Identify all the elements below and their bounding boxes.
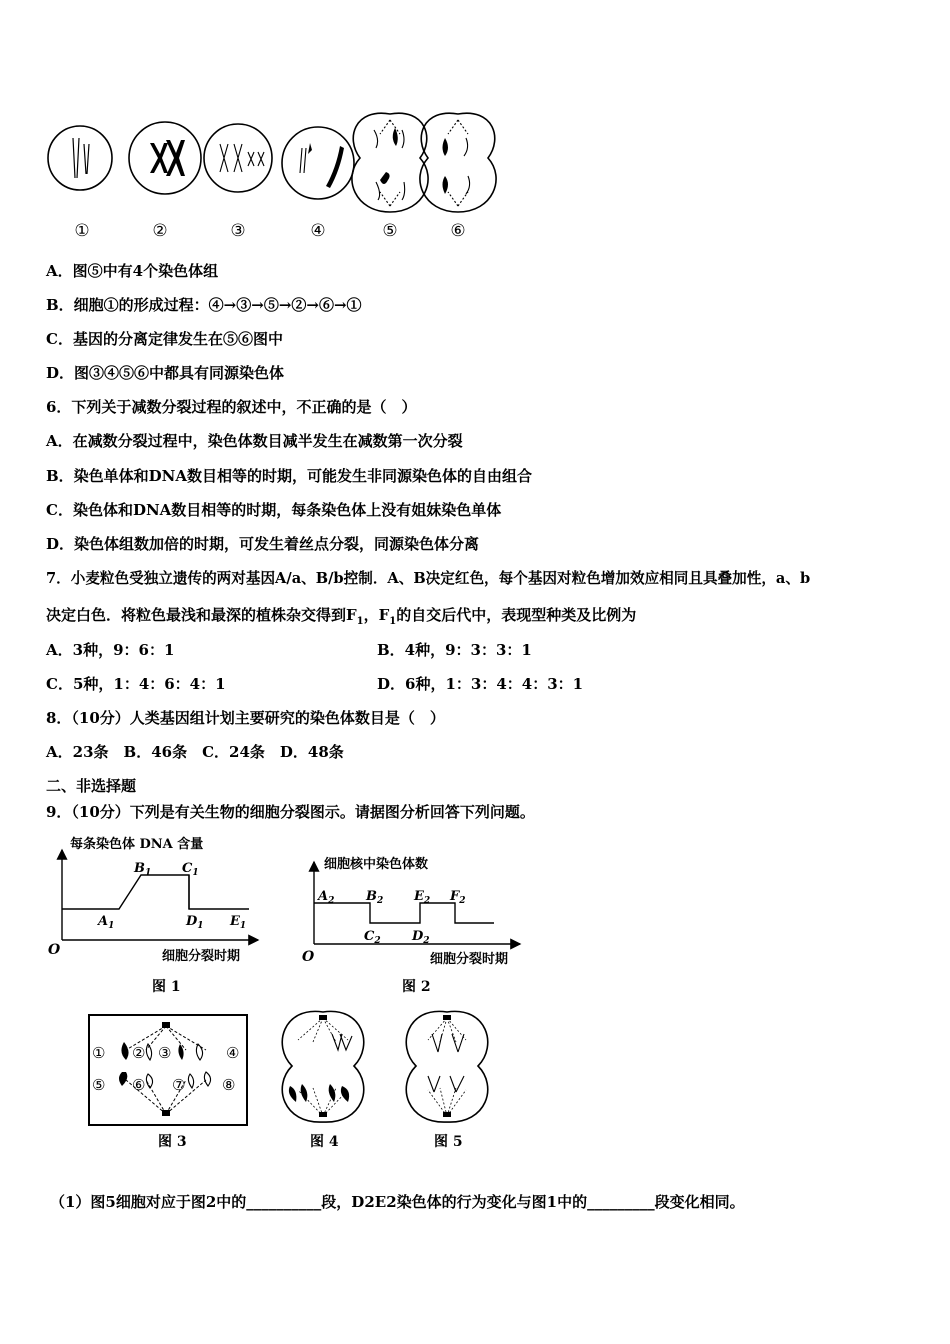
fig1-point-c: C [182,861,193,876]
svg-text:B2: $B_2$ [366,889,384,906]
svg-text:E2: $E_2$ [414,889,431,906]
q9-figure-4 [268,1006,378,1152]
fig3-num-1: ① [92,1044,106,1062]
cell-label-1: ① [74,221,90,241]
q8-stem: 8．（10分）人类基因组计划主要研究的染色体数目是（ ） [46,709,445,727]
fig1-caption: 图 1 [152,979,181,995]
fig5-caption: 图 5 [434,1134,463,1150]
fig2-xlabel: 细胞分裂时期 [430,952,509,967]
fig2-point-a: A [318,889,329,904]
fig3-num-7: ⑦ [172,1076,186,1094]
q6-option-c: C．染色体和DNA数目相等的时期，每条染色体上没有姐妹染色单体 [46,501,502,519]
q7-stem-line2: 决定白色．将粒色最浅和最深的植株杂交得到$F_1$，$F_1$的自交后代中，表现型种类及比例为 [46,606,637,627]
q6-option-a: A．在减数分裂过程中，染色体数目减半发生在减数第一次分裂 [46,432,463,450]
q8-options: A．23条 B．46条 C．24条 D．48条 [46,743,344,761]
cell-label-5: ⑤ [382,221,398,241]
cell-4 [282,127,354,199]
q6-option-b: B．染色单体和DNA数目相等的时期，可能发生非同源染色体的自由组合 [46,467,533,485]
cell-label-2: ② [152,221,168,241]
fig3-num-8: ⑧ [222,1076,236,1094]
fig3-num-5: ⑤ [92,1076,106,1094]
svg-text:D1: $D_1$ [186,914,204,931]
q5-option-b: B．细胞①的形成过程：④→③→⑤→②→⑥→① [46,296,362,314]
q5-option-d: D．图③④⑤⑥中都具有同源染色体 [46,364,285,382]
svg-text:B1: $B_1$ [134,861,152,878]
fig1-xlabel: 细胞分裂时期 [162,949,241,964]
q6-stem: 6．下列关于减数分裂过程的叙述中，不正确的是（ ） [46,398,417,416]
fig2-caption: 图 2 [402,979,431,995]
fig2-point-c: C [364,929,375,944]
q7-option-a: A．3种，9：6：1 [46,641,175,659]
fig2-ylabel: 细胞核中染色体数 [324,857,429,872]
fig3-num-2: ② [132,1044,146,1062]
cell-label-3: ③ [230,221,246,241]
cell-1 [48,126,112,190]
q5-option-c: C．基因的分离定律发生在⑤⑥图中 [46,330,283,348]
svg-text:A1: $A_1$ [98,914,115,931]
svg-text:D2: $D_2$ [412,929,430,946]
svg-text:F2: $F_2$ [450,889,466,906]
q9-sub1: （1）图5细胞对应于图2中的__________段，D2E2染色体的行为变化与图1中的_________段变化相同。 [50,1193,745,1211]
q9-figure-5 [392,1006,502,1152]
q9-figure-1 [44,828,274,1000]
fig2-point-b: B [366,889,377,904]
q9-stem: 9．（10分）下列是有关生物的细胞分裂图示。请据图分析回答下列问题。 [46,803,535,821]
q9-figure-2 [298,848,530,1000]
fig3-num-4: ④ [226,1044,240,1062]
fig2-point-d: D [412,929,424,944]
cell-6 [420,113,496,212]
fig2-point-e: E [414,889,424,904]
svg-text:E1: $E_1$ [230,914,247,931]
q7-option-d: D．6种，1：3：4：4：3：1 [377,675,584,693]
fig3-num-6: ⑥ [132,1076,146,1094]
cell-label-6: ⑥ [450,221,466,241]
q6-option-d: D．染色体组数加倍的时期，可发生着丝点分裂，同源染色体分离 [46,535,480,553]
q5-option-a: A．图⑤中有4个染色体组 [46,262,219,280]
svg-text:C1: $C_1$ [182,861,199,878]
cell-2 [129,122,201,194]
q7-option-b: B．4种，9：3：3：1 [377,641,532,659]
q7-option-c: C．5种，1：4：6：4：1 [46,675,226,693]
top-cell-figure [40,108,500,243]
fig1-origin: O [48,942,61,958]
fig1-ylabel: 每条染色体 DNA 含量 [70,837,204,852]
cell-5 [352,113,428,212]
fig1-point-d: D [186,914,198,929]
q9-figure-3 [86,1012,252,1152]
fig1-point-e: E [230,914,240,929]
fig2-point-f: F [450,889,460,904]
fig3-num-3: ③ [158,1044,172,1062]
svg-text:A2: $A_2$ [318,889,335,906]
section-2-heading: 二、非选择题 [46,777,137,795]
fig1-point-b: B [134,861,145,876]
fig1-point-a: A [98,914,109,929]
fig3-caption: 图 3 [158,1134,187,1150]
svg-text:C2: $C_2$ [364,929,381,946]
fig2-origin: O [302,949,315,965]
cell-label-4: ④ [310,221,326,241]
q7-stem-line1: 7．小麦粒色受独立遗传的两对基因A/a、B/b控制．A、B决定红色，每个基因对粒色增加效应相同且具叠加性，a、b [46,570,811,587]
fig4-caption: 图 4 [310,1134,339,1150]
